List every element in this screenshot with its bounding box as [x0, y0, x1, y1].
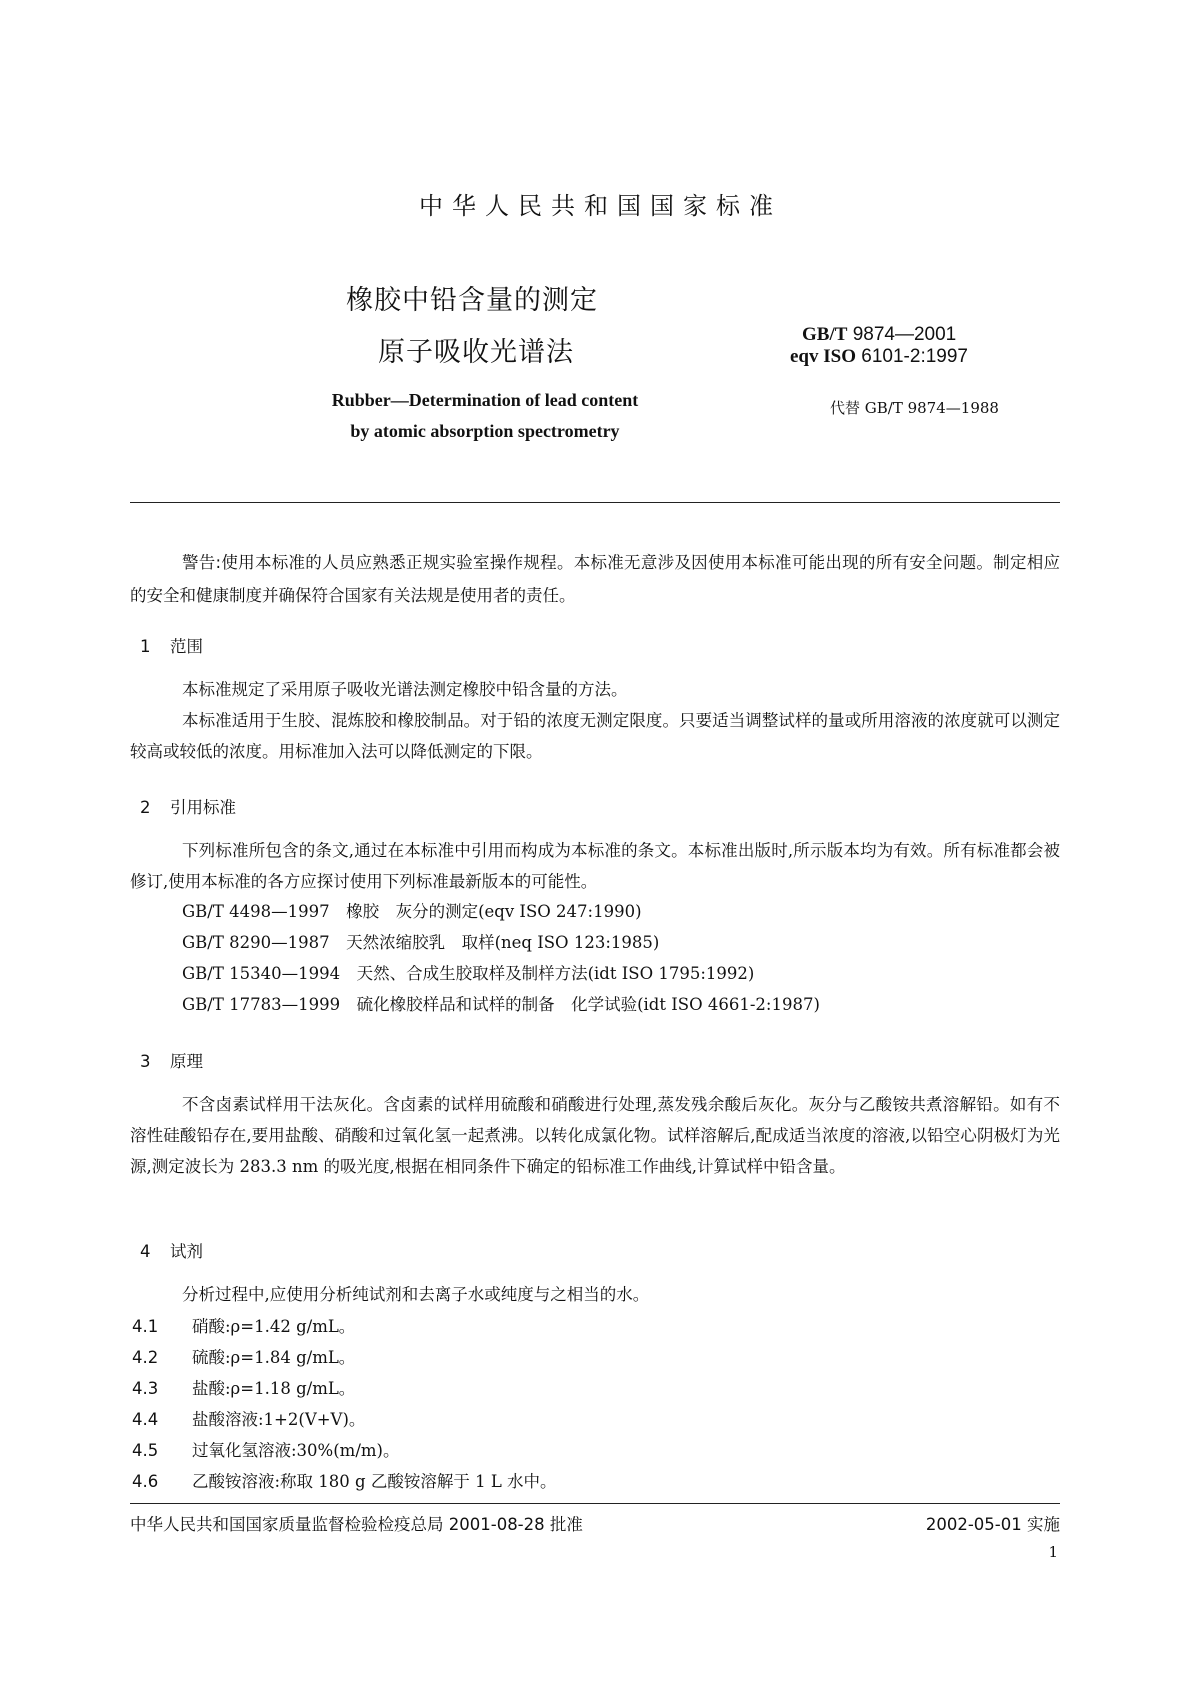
title-cn-line1: 橡胶中铅含量的测定	[346, 285, 598, 316]
title-en-line1: Rubber—Determination of lead content	[331, 390, 639, 410]
reagent-text: 乙酸铵溶液:称取 180 g 乙酸铵溶解于 1 L 水中。	[192, 1472, 557, 1491]
footer-divider	[130, 1503, 1060, 1504]
approval-line: 中华人民共和国国家质量监督检验检疫总局 2001-08-28 批准	[130, 1515, 583, 1534]
reagent-item	[132, 1468, 557, 1492]
reference-item: GB/T 8290—1987 天然浓缩胶乳 取样(neq ISO 123:1985)	[182, 933, 660, 952]
eqv-number: 6101-2:1997	[861, 346, 968, 367]
section-number: 3	[140, 1052, 151, 1071]
reagent-number: 4.4	[132, 1410, 159, 1429]
code-number: 9874—2001	[852, 324, 957, 345]
section-3-heading	[140, 1048, 203, 1072]
reagent-number: 4.2	[132, 1348, 159, 1367]
reagent-text: 盐酸溶液:1+2(V+V)。	[192, 1410, 366, 1429]
section-number: 4	[140, 1242, 151, 1261]
section-title: 试剂	[170, 1242, 203, 1261]
reference-item: GB/T 17783—1999 硫化橡胶样品和试样的制备 化学试验(idt ISO 4661-2:1987)	[182, 995, 820, 1014]
section-title: 范围	[170, 637, 203, 656]
code-prefix: GB/T	[802, 324, 848, 345]
national-standard-heading: 中华人民共和国国家标准	[419, 192, 782, 220]
reagent-item	[132, 1313, 355, 1337]
title-cn-line2: 原子吸收光谱法	[378, 337, 574, 368]
reagent-number: 4.3	[132, 1379, 159, 1398]
header-divider	[130, 502, 1060, 503]
section-1-heading	[140, 633, 203, 657]
eqv-prefix: eqv ISO	[790, 346, 856, 367]
reference-item: GB/T 15340—1994 天然、合成生胶取样及制样方法(idt ISO 1795:1992)	[182, 964, 755, 983]
section-4-heading	[140, 1238, 203, 1262]
reagent-number: 4.5	[132, 1441, 159, 1460]
equivalent-standard	[790, 346, 968, 368]
reagent-text: 盐酸:ρ=1.18 g/mL。	[192, 1379, 356, 1398]
section-number: 1	[140, 637, 151, 656]
section-number: 2	[140, 798, 151, 817]
section-1-paragraph-2: 本标准适用于生胶、混炼胶和橡胶制品。对于铅的浓度无测定限度。只要适当调整试样的量或所用溶液的浓度就可以测定较高或较低的浓度。用标准加入法可以降低测定的下限。	[130, 711, 1060, 761]
replaces-note: 代替 GB/T 9874—1988	[830, 399, 999, 417]
reference-item: GB/T 4498—1997 橡胶 灰分的测定(eqv ISO 247:1990)	[182, 902, 642, 921]
section-3-paragraph-1: 不含卤素试样用干法灰化。含卤素的试样用硫酸和硝酸进行处理,蒸发残余酸后灰化。灰分与乙酸铵共煮溶解铅。如有不溶性硅酸铅存在,要用盐酸、硝酸和过氧化氢一起煮沸。以转化成氯化物。试样溶解后,配成适当浓度的溶液,以铅空心阴极灯为光源,测定波长为 283.3 nm 的吸光度,根据在相同条件下确定的铅标准工作曲线,计算试样中铅含量。	[130, 1095, 1060, 1176]
standard-code	[802, 324, 956, 346]
section-4-paragraph-1: 分析过程中,应使用分析纯试剂和去离子水或纯度与之相当的水。	[182, 1285, 650, 1304]
warning-paragraph: 警告:使用本标准的人员应熟悉正规实验室操作规程。本标准无意涉及因使用本标准可能出现的所有安全问题。制定相应的安全和健康制度并确保符合国家有关法规是使用者的责任。	[130, 553, 1060, 605]
section-2-paragraph-1: 下列标准所包含的条文,通过在本标准中引用而构成为本标准的条文。本标准出版时,所示版本均为有效。所有标准都会被修订,使用本标准的各方应探讨使用下列标准最新版本的可能性。	[130, 841, 1060, 891]
reagent-item	[132, 1344, 355, 1368]
reagent-text: 硝酸:ρ=1.42 g/mL。	[192, 1317, 356, 1336]
section-title: 引用标准	[170, 798, 236, 817]
reagent-number: 4.6	[132, 1472, 159, 1491]
reagent-item	[132, 1375, 355, 1399]
reagent-text: 硫酸:ρ=1.84 g/mL。	[192, 1348, 356, 1367]
reagent-item	[132, 1437, 399, 1461]
title-en-line2: by atomic absorption spectrometry	[350, 421, 620, 441]
section-title: 原理	[170, 1052, 203, 1071]
implementation-date: 2002-05-01 实施	[925, 1515, 1060, 1534]
reagent-item	[132, 1406, 365, 1430]
reagent-text: 过氧化氢溶液:30%(m/m)。	[192, 1441, 400, 1460]
page-number: 1	[1048, 1543, 1058, 1561]
section-2-heading	[140, 794, 236, 818]
reagent-number: 4.1	[132, 1317, 159, 1336]
section-1-paragraph-1: 本标准规定了采用原子吸收光谱法测定橡胶中铅含量的方法。	[182, 680, 628, 699]
